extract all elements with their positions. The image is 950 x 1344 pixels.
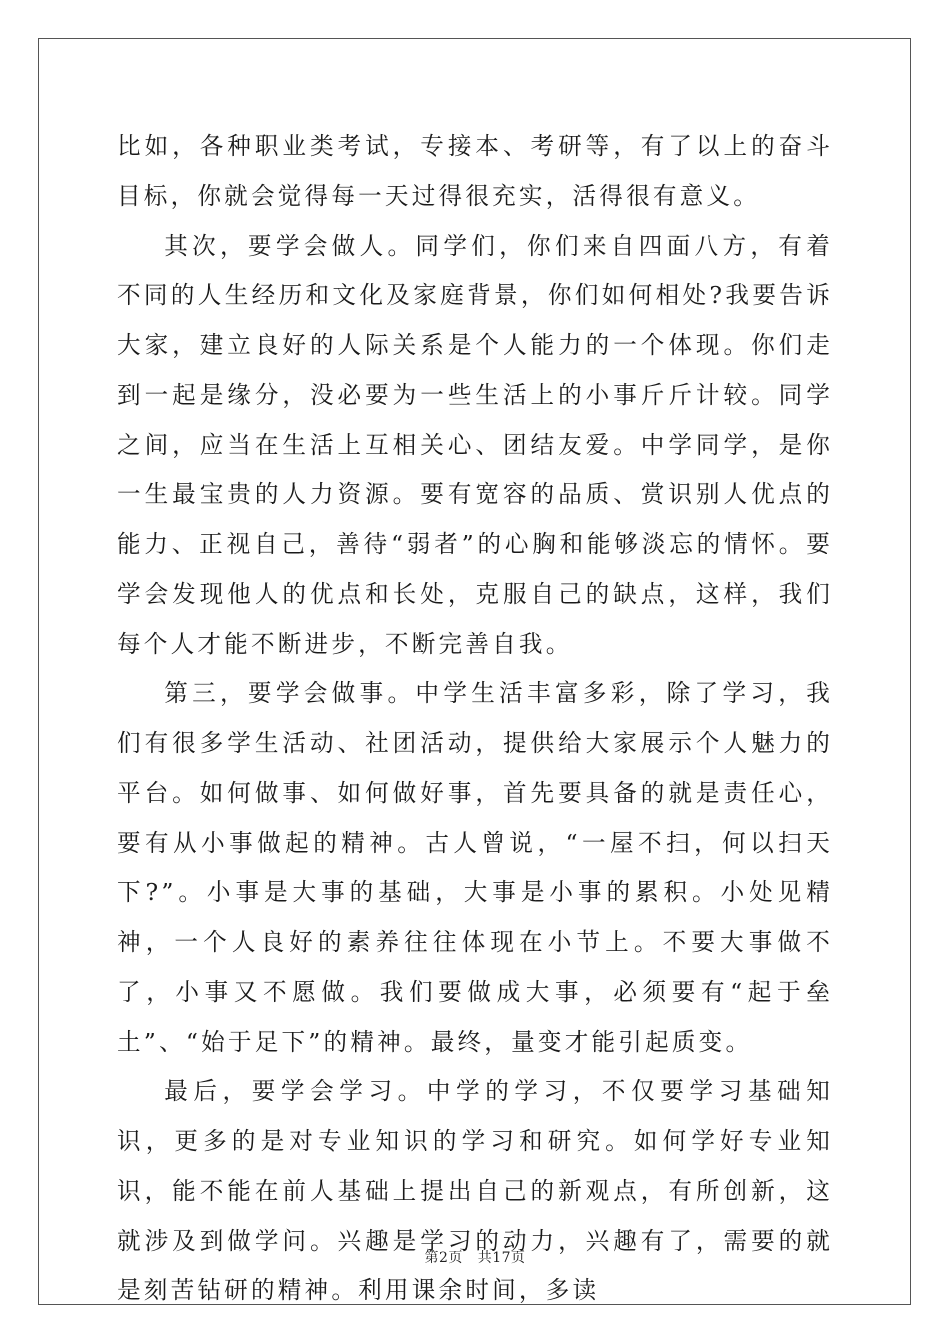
- document-body: [117, 122, 833, 1316]
- page-number-footer: 第2页 共17页: [424, 1250, 526, 1266]
- paragraph-4: 最后，要学会学习。中学的学习，不仅要学习基础知识，更多的是对专业知识的学习和研究。如何学好专业知识，能不能在前人基础上提出自己的新观点，有所创新，这就涉及到做学问。兴趣是学习的动力，兴趣有了，需要的就是刻苦钻研的精神。利用课余时间，多读: [117, 1077, 833, 1305]
- paragraph-2: 其次，要学会做人。同学们，你们来自四面八方，有着不同的人生经历和文化及家庭背景，你们如何相处?我要告诉大家，建立良好的人际关系是个人能力的一个体现。你们走到一起是缘分，没必要为一些生活上的小事斤斤计较。同学之间，应当在生活上互相关心、团结友爱。中学同学，是你一生最宝贵的人力资源。要有宽容的品质、赏识别人优点的能力、正视自己，善待“弱者”的心胸和能够淡忘的情怀。要学会发现他人的优点和长处，克服自己的缺点，这样，我们每个人才能不断进步，不断完善自我。: [117, 231, 833, 658]
- paragraph-1: 比如，各种职业类考试，专接本、考研等，有了以上的奋斗目标，你就会觉得每一天过得很充实，活得很有意义。: [117, 132, 833, 210]
- paragraph-3: 第三，要学会做事。中学生活丰富多彩，除了学习，我们有很多学生活动、社团活动，提供给大家展示个人魅力的平台。如何做事、如何做好事，首先要具备的就是责任心，要有从小事做起的精神。古人曾说，“一屋不扫，何以扫天下?”。小事是大事的基础，大事是小事的累积。小处见精神，一个人良好的素养往往体现在小节上。不要大事做不了，小事又不愿做。我们要做成大事，必须要有“起于垒土”、“始于足下”的精神。最终，量变才能引起质变。: [117, 679, 833, 1056]
